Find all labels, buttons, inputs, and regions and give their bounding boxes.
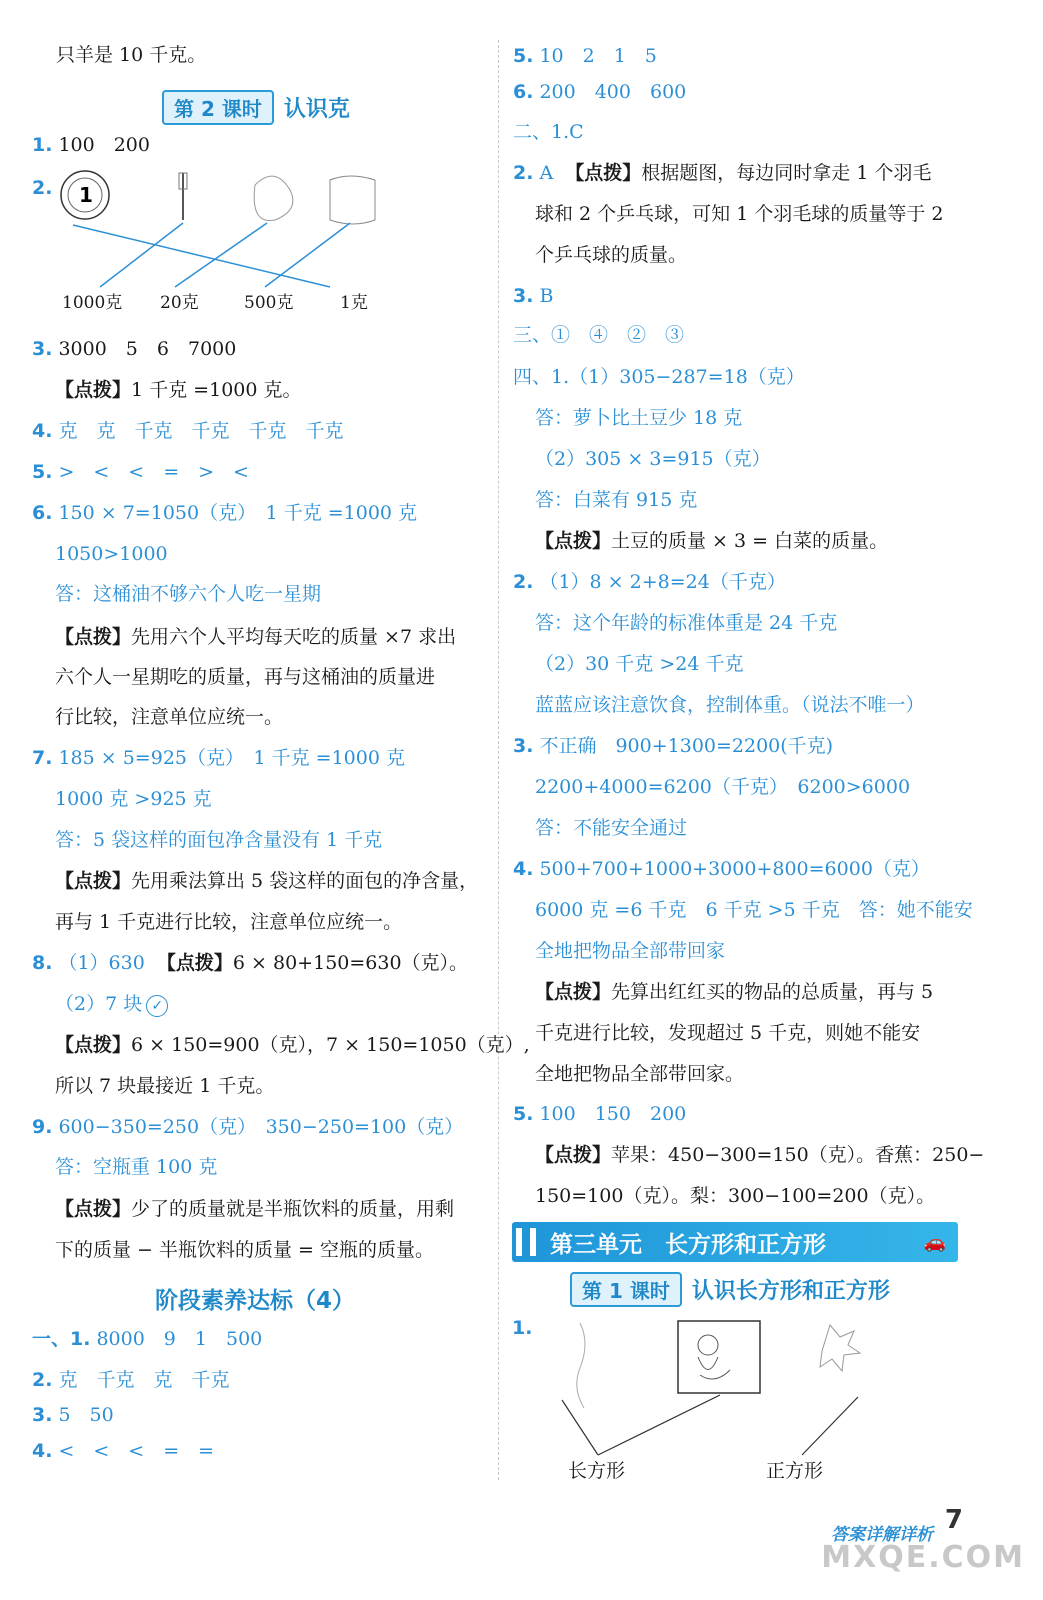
answer-line: 2. 克 千克 克 千克 <box>32 1369 230 1391</box>
answer-line: 4. < < < = = <box>32 1440 215 1462</box>
answer-line: 2. A 【点拨】根据题图，每边同时拿走 1 个羽毛 <box>513 162 932 184</box>
answer-line: 6. 150 × 7=1050（克） 1 千克 =1000 克 <box>32 502 418 524</box>
answer-line: 6. 200 400 600 <box>513 81 687 103</box>
answer-line: 5. 10 2 1 5 <box>513 45 657 67</box>
tip-line: 球和 2 个乒乓球，可知 1 个羽毛球的质量等于 2 <box>535 203 944 225</box>
lesson-heading <box>162 90 350 125</box>
answer-line: 蓝蓝应该注意饮食，控制体重。（说法不唯一） <box>535 694 925 716</box>
shape-matching-figure <box>540 1315 920 1470</box>
lesson-heading <box>570 1272 890 1307</box>
answer-line: 全地把物品全部带回家 <box>535 940 726 962</box>
tip-line: 150=100（克）。梨：300−100=200（克）。 <box>535 1185 936 1207</box>
answer-line: 答：萝卜比土豆少 18 克 <box>535 407 743 429</box>
answer-line: 6000 克 =6 千克 6 千克 >5 千克 答：她不能安 <box>535 899 973 921</box>
tip-line: 六个人一星期吃的质量，再与这桶油的质量进 <box>55 666 436 688</box>
coin-digit: 1 <box>79 183 93 207</box>
match-label: 1克 <box>340 293 368 313</box>
lesson-title: 认识克 <box>283 97 350 122</box>
answer-line: 答：白菜有 915 克 <box>535 489 698 511</box>
match-label: 1000克 <box>62 293 123 313</box>
shape-label: 长方形 <box>568 1460 626 1482</box>
answer-line: 答：5 袋这样的面包净含量没有 1 千克 <box>55 829 383 851</box>
answer-line: 答：这桶油不够六个人吃一星期 <box>55 583 322 605</box>
answer-line: （2）305 × 3=915（克） <box>535 448 771 470</box>
lesson-badge: 第 2 课时 <box>162 90 274 125</box>
tip-line: 所以 7 块最接近 1 千克。 <box>55 1075 275 1097</box>
answer-line: 答：空瓶重 100 克 <box>55 1156 218 1178</box>
page-number: 7 <box>944 1505 963 1535</box>
answer-line: 3. 不正确 900+1300=2200(千克) <box>513 735 834 757</box>
answer-line: 4. 克 克 千克 千克 千克 千克 <box>32 420 344 442</box>
portrait-body <box>698 1357 730 1379</box>
shape-label: 正方形 <box>766 1460 824 1482</box>
answer-line: 2200+4000=6200（千克） 6200>6000 <box>535 776 911 798</box>
book-icon <box>254 176 293 220</box>
tip-line: 【点拨】6 × 150=900（克），7 × 150=1050（克）, <box>55 1034 530 1056</box>
match-line <box>175 223 267 287</box>
check-icon: ✓ <box>146 995 168 1017</box>
tip-line: 【点拨】土豆的质量 × 3 = 白菜的质量。 <box>535 530 889 552</box>
banner-bar <box>516 1228 522 1256</box>
answer-line: （2）7 块 ✓ <box>55 991 168 1017</box>
leaf-icon <box>820 1325 860 1371</box>
tip-line: 【点拨】苹果：450−300=150（克）。香蕉：250− <box>535 1144 985 1166</box>
answer-line: 4. 500+700+1000+3000+800=6000（克） <box>513 858 930 880</box>
section-title: 阶段素养达标（4） <box>155 1288 356 1314</box>
bag-icon <box>330 176 375 224</box>
answer-line: 一、1. 8000 9 1 500 <box>32 1328 263 1350</box>
answer-line: 3. 3000 5 6 7000 <box>32 338 237 360</box>
footer-label: 答案详解详析 <box>831 1525 933 1545</box>
match-label: 500克 <box>244 293 294 313</box>
tip-line: 千克进行比较，发现超过 5 千克，则她不能安 <box>535 1022 921 1044</box>
answer-line: 3. 5 50 <box>32 1404 114 1426</box>
tip-line: 行比较，注意单位应统一。 <box>55 706 284 728</box>
answer-line: 5. 100 150 200 <box>513 1103 687 1125</box>
answer-line: 1050>1000 <box>55 543 168 565</box>
lesson-badge: 第 1 课时 <box>570 1272 682 1307</box>
unit-title: 第三单元 长方形和正方形 <box>550 1231 826 1258</box>
portrait-head <box>698 1335 718 1355</box>
tip-line: 【点拨】先用乘法算出 5 袋这样的面包的净含量， <box>55 870 479 892</box>
lesson-title: 认识长方形和正方形 <box>691 1279 890 1304</box>
tip-line: 【点拨】先算出红红买的物品的总质量，再与 5 <box>535 981 934 1003</box>
tip-line: 个乒乓球的质量。 <box>535 244 688 266</box>
answer-line: 5. > < < = > < <box>32 461 249 483</box>
tip-line: 全地把物品全部带回家。 <box>535 1063 745 1085</box>
answer-line: 三、① ④ ② ③ <box>513 324 685 346</box>
answer-line: 1. 100 200 <box>32 134 150 156</box>
text-line: 只羊是 10 千克。 <box>56 44 207 66</box>
tip-line: 再与 1 千克进行比较，注意单位应统一。 <box>55 911 403 933</box>
sketch-icon <box>577 1323 585 1408</box>
answer-line: 7. 185 × 5=925（克） 1 千克 =1000 克 <box>32 747 405 769</box>
answer-line: 3. B <box>513 285 554 307</box>
match-label: 20克 <box>160 293 199 313</box>
tip-line: 下的质量 − 半瓶饮料的质量 = 空瓶的质量。 <box>55 1239 434 1261</box>
answer-line: 答：这个年龄的标准体重是 24 千克 <box>535 612 838 634</box>
match-line <box>562 1400 598 1455</box>
answer-line: 1000 克 >925 克 <box>55 788 212 810</box>
unit-banner <box>512 1222 958 1262</box>
picture-frame-icon <box>678 1321 760 1393</box>
match-line <box>598 1395 720 1455</box>
shape-matching-svg <box>540 1315 920 1465</box>
answer-line: 1. <box>512 1317 533 1339</box>
match-line <box>100 223 183 287</box>
answer-line: 9. 600−350=250（克） 350−250=100（克） <box>32 1116 464 1138</box>
answer-line: 2. <box>32 177 53 199</box>
answer-line: 二、1.C <box>513 121 584 143</box>
answer-line: 2. （1）8 × 2+8=24（千克） <box>513 571 786 593</box>
watermark: MXQE.COM <box>821 1540 1025 1575</box>
answer-line: 四、1.（1）305−287=18（克） <box>513 366 805 388</box>
answer-line: （2）30 千克 >24 千克 <box>535 653 744 675</box>
tip-line: 【点拨】1 千克 =1000 克。 <box>55 379 302 401</box>
banner-bar <box>530 1228 536 1256</box>
car-icon: 🚗 <box>923 1231 946 1253</box>
match-line <box>802 1397 858 1455</box>
match-line <box>265 223 350 287</box>
tip-line: 【点拨】先用六个人平均每天吃的质量 ×7 求出 <box>55 626 457 648</box>
answer-line: 8. （1）630 【点拨】6 × 80+150=630（克）。 <box>32 952 469 974</box>
tip-line: 【点拨】少了的质量就是半瓶饮料的质量，用剩 <box>55 1198 455 1220</box>
column-divider <box>498 40 499 1480</box>
answer-line: 答：不能安全通过 <box>535 817 688 839</box>
